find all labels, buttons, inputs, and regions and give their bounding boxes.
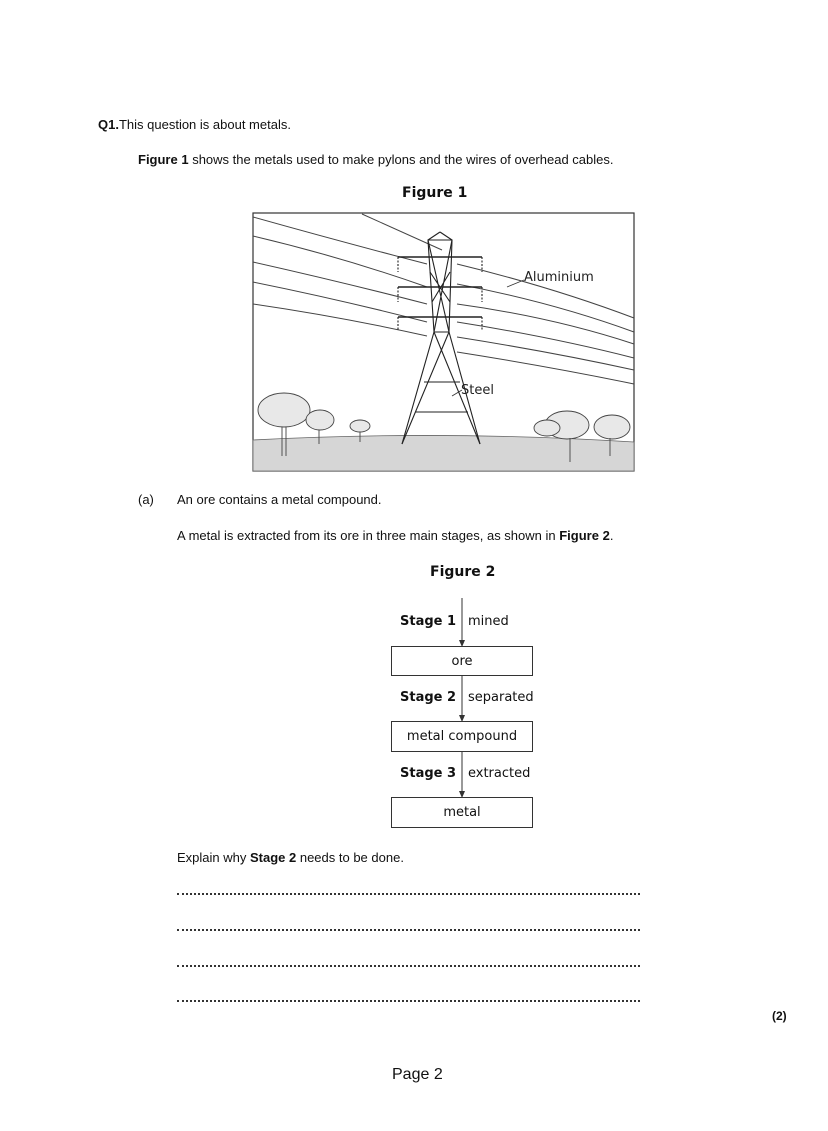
explain-suffix: needs to be done. xyxy=(296,850,404,865)
question-header xyxy=(98,117,291,133)
marks: (2) xyxy=(772,1009,787,1023)
explain-prefix: Explain why xyxy=(177,850,250,865)
metal-box: metal xyxy=(391,797,533,828)
figure1-ref: Figure 1 xyxy=(138,152,189,167)
explain-stage-ref: Stage 2 xyxy=(249,850,297,865)
steel-label: Steel xyxy=(461,383,494,398)
page-number: Page 2 xyxy=(392,1066,443,1083)
part-a-label: (a) xyxy=(138,492,154,507)
figure1-title: Figure 1 xyxy=(402,185,468,201)
figure1-sentence xyxy=(138,152,613,168)
stages-sentence-prefix: A metal is extracted from its ore in three main stages, as shown in xyxy=(177,528,560,543)
answer-line-4[interactable] xyxy=(177,1000,640,1002)
figure2-ref: Figure 2 xyxy=(559,528,610,543)
stage2-label: Stage 2 xyxy=(400,690,457,705)
figure1-sentence-rest: shows the metals used to make pylons and the wires of overhead cables. xyxy=(188,152,614,167)
pylon-illustration xyxy=(252,212,635,472)
figure2-title: Figure 2 xyxy=(430,564,496,580)
metal-compound-box: metal compound xyxy=(391,721,533,752)
answer-line-2[interactable] xyxy=(177,929,640,931)
stage2-action: separated xyxy=(468,690,534,705)
ore-box: ore xyxy=(391,646,533,676)
stage3-action: extracted xyxy=(468,766,531,781)
part-a-text: An ore contains a metal compound. xyxy=(177,492,382,507)
answer-line-3[interactable] xyxy=(177,965,640,967)
stages-sentence-suffix: . xyxy=(609,528,614,543)
stage1-label: Stage 1 xyxy=(400,614,457,629)
answer-line-1[interactable] xyxy=(177,893,640,895)
ground xyxy=(253,435,634,471)
question-number: Q1. xyxy=(98,117,119,132)
aluminium-label: Aluminium xyxy=(524,270,594,285)
stage3-label: Stage 3 xyxy=(400,766,457,781)
stage1-action: mined xyxy=(468,614,509,629)
question-intro: This question is about metals. xyxy=(118,117,291,132)
explain-question xyxy=(177,850,404,866)
stages-sentence xyxy=(177,528,613,544)
